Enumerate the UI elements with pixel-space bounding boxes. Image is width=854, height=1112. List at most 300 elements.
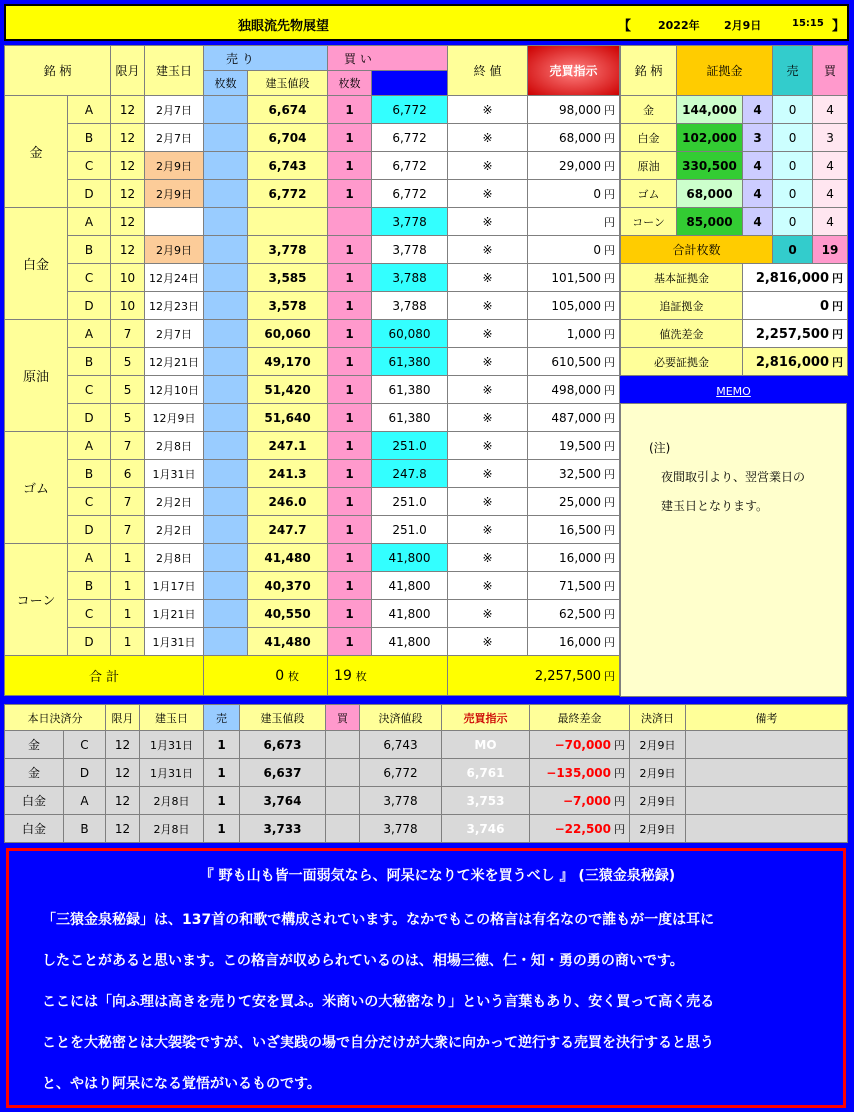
mark-to-market	[528, 208, 620, 236]
date-bracket-open: 【	[618, 19, 632, 34]
instruction-mark: ※	[448, 180, 528, 208]
contract-month: 5	[111, 376, 145, 404]
settle-header-note: 備考	[686, 705, 848, 731]
settle-final-diff-value: −70,000	[554, 737, 611, 752]
page-title: 独眼流先物展望	[237, 19, 329, 34]
side-count: 3	[743, 124, 773, 152]
settle-position-date: 1月31日	[140, 731, 204, 759]
position-row	[5, 180, 620, 208]
close-price: 41,800	[372, 572, 448, 600]
close-price: 60,080	[372, 320, 448, 348]
buy-count	[328, 208, 372, 236]
close-price: 3,778	[372, 236, 448, 264]
yen-unit: 円	[832, 299, 844, 313]
position-row	[5, 320, 620, 348]
contract-code: D	[68, 404, 111, 432]
position-row	[5, 432, 620, 460]
header-trade-instruction: 売買指示	[528, 46, 620, 96]
settle-instruction: 6,761	[442, 759, 530, 787]
proverb-line: したことがあると思います。この格言が収められているのは、相場三徳、仁・知・勇の勇の商いです。	[42, 953, 684, 969]
position-price: 51,420	[248, 376, 328, 404]
contract-month: 1	[111, 628, 145, 656]
instruction-mark: ※	[448, 320, 528, 348]
settle-header-settle-price: 決済値段	[360, 705, 442, 731]
summary-row	[621, 348, 848, 376]
sell-count	[204, 208, 248, 236]
position-row	[5, 292, 620, 320]
mark-to-market	[528, 152, 620, 180]
close-price: 6,772	[372, 124, 448, 152]
settle-row	[5, 815, 848, 843]
sell-count	[204, 376, 248, 404]
settle-note	[686, 759, 848, 787]
settle-header-diff: 最終差金	[530, 705, 630, 731]
contract-code: D	[68, 180, 111, 208]
contract-code: A	[68, 544, 111, 572]
side-margin: 85,000	[677, 208, 743, 236]
settle-header-buy: 買	[326, 705, 360, 731]
yen-unit: 円	[604, 551, 616, 565]
settle-date: 2月9日	[630, 731, 686, 759]
instruction-mark: ※	[448, 376, 528, 404]
settle-price: 3,778	[360, 815, 442, 843]
summary-value	[743, 264, 848, 292]
position-row	[5, 488, 620, 516]
mark-to-market-value: 62,500	[559, 606, 602, 621]
instruction-mark: ※	[448, 460, 528, 488]
instruction-mark: ※	[448, 96, 528, 124]
yen-unit: 円	[604, 439, 616, 453]
position-row	[5, 264, 620, 292]
side-buy: 4	[813, 96, 848, 124]
yen-unit: 円	[832, 271, 844, 285]
position-row	[5, 600, 620, 628]
close-price: 41,800	[372, 600, 448, 628]
position-price: 41,480	[248, 544, 328, 572]
position-price: 247.1	[248, 432, 328, 460]
sell-count	[204, 404, 248, 432]
settle-contract-month: 12	[106, 731, 140, 759]
instruction-mark: ※	[448, 516, 528, 544]
settle-price: 6,743	[360, 731, 442, 759]
mark-to-market-value: 16,000	[559, 550, 602, 565]
memo-link[interactable]: MEMO	[716, 385, 751, 398]
contract-code: B	[68, 460, 111, 488]
yen-unit: 円	[604, 271, 616, 285]
contract-month: 5	[111, 348, 145, 376]
buy-count: 1	[328, 460, 372, 488]
close-price: 251.0	[372, 432, 448, 460]
margin-summary-table	[620, 45, 848, 376]
yen-unit: 円	[614, 766, 625, 780]
yen-unit: 円	[604, 411, 616, 425]
side-row	[621, 208, 848, 236]
buy-count: 1	[328, 432, 372, 460]
yen-unit: 円	[832, 355, 844, 369]
sell-count	[204, 180, 248, 208]
sell-count	[204, 348, 248, 376]
header-brand: 銘 柄	[5, 46, 111, 96]
header-buy-count: 枚数	[328, 71, 372, 96]
totals-row	[5, 656, 620, 696]
mark-to-market	[528, 404, 620, 432]
contract-month: 7	[111, 432, 145, 460]
proverb-line: 「三猿金泉秘録」は、137首の和歌で構成されています。なかでもこの格言は有名なので誰もが一度は耳に	[42, 912, 715, 928]
position-price: 60,060	[248, 320, 328, 348]
mark-to-market-value: 71,500	[559, 578, 602, 593]
close-price: 3,778	[372, 208, 448, 236]
mark-to-market	[528, 628, 620, 656]
position-date: 12月23日	[145, 292, 204, 320]
position-date: 2月2日	[145, 488, 204, 516]
side-margin: 144,000	[677, 96, 743, 124]
mark-to-market	[528, 124, 620, 152]
contract-code: A	[68, 208, 111, 236]
instruction-mark: ※	[448, 124, 528, 152]
totals-sell-value: 0	[275, 667, 285, 684]
instruction-mark: ※	[448, 348, 528, 376]
sell-count	[204, 516, 248, 544]
position-date: 2月9日	[145, 180, 204, 208]
contract-code: C	[68, 264, 111, 292]
side-count: 4	[743, 208, 773, 236]
summary-row	[621, 320, 848, 348]
buy-count: 1	[328, 376, 372, 404]
instruction-mark: ※	[448, 572, 528, 600]
buy-count: 1	[328, 572, 372, 600]
commodity-name: ゴム	[5, 432, 68, 544]
totals-mark-to-market-value: 2,257,500	[534, 668, 602, 684]
position-price: 241.3	[248, 460, 328, 488]
totals-label: 合 計	[5, 656, 204, 696]
side-buy: 4	[813, 208, 848, 236]
summary-value-value: 2,816,000	[755, 354, 830, 370]
side-total-label: 合計枚数	[621, 236, 773, 264]
position-price: 246.0	[248, 488, 328, 516]
side-header-buy: 買	[813, 46, 848, 96]
date-bracket-close: 】	[832, 19, 846, 34]
header-sell: 売 り	[204, 46, 328, 71]
settle-instruction: 3,746	[442, 815, 530, 843]
position-date: 2月2日	[145, 516, 204, 544]
position-row	[5, 236, 620, 264]
yen-unit: 円	[604, 495, 616, 509]
instruction-mark: ※	[448, 152, 528, 180]
yen-unit: 円	[604, 523, 616, 537]
settle-final-diff	[530, 815, 630, 843]
settle-buy-count	[326, 787, 360, 815]
side-header-margin: 証拠金	[677, 46, 773, 96]
side-commodity-name: 白金	[621, 124, 677, 152]
contract-code: A	[68, 96, 111, 124]
buy-count: 1	[328, 320, 372, 348]
position-date: 2月8日	[145, 544, 204, 572]
summary-value-value: 2,257,500	[755, 326, 830, 342]
position-row	[5, 152, 620, 180]
side-commodity-name: 金	[621, 96, 677, 124]
close-price: 41,800	[372, 628, 448, 656]
instruction-mark: ※	[448, 600, 528, 628]
sell-count	[204, 96, 248, 124]
position-row	[5, 376, 620, 404]
mark-to-market-value: 1,000	[566, 326, 602, 341]
contract-code: B	[68, 236, 111, 264]
buy-count: 1	[328, 600, 372, 628]
settle-header-sell: 売	[204, 705, 240, 731]
settle-final-diff	[530, 787, 630, 815]
settle-commodity-name: 白金	[5, 815, 64, 843]
side-total-sell: 0	[773, 236, 813, 264]
settle-row	[5, 731, 848, 759]
settle-final-diff	[530, 731, 630, 759]
position-date: 2月9日	[145, 152, 204, 180]
buy-count: 1	[328, 152, 372, 180]
settle-instruction: 3,753	[442, 787, 530, 815]
mark-to-market-value: 16,000	[559, 634, 602, 649]
buy-count: 1	[328, 628, 372, 656]
settle-contract-code: D	[64, 759, 106, 787]
contract-code: A	[68, 432, 111, 460]
contract-month: 7	[111, 320, 145, 348]
settle-note	[686, 731, 848, 759]
yen-unit: 円	[604, 299, 616, 313]
settle-sell-count: 1	[204, 759, 240, 787]
summary-row	[621, 292, 848, 320]
mark-to-market	[528, 264, 620, 292]
close-price: 3,788	[372, 292, 448, 320]
contract-month: 5	[111, 404, 145, 432]
mark-to-market	[528, 180, 620, 208]
settle-commodity-name: 白金	[5, 787, 64, 815]
position-date: 12月24日	[145, 264, 204, 292]
close-price: 6,772	[372, 96, 448, 124]
yen-unit: 円	[614, 794, 625, 808]
side-row	[621, 152, 848, 180]
yen-unit: 円	[604, 579, 616, 593]
position-date: 2月9日	[145, 236, 204, 264]
mark-to-market	[528, 544, 620, 572]
close-price: 3,788	[372, 264, 448, 292]
close-price: 61,380	[372, 348, 448, 376]
position-date: 1月17日	[145, 572, 204, 600]
settle-buy-count	[326, 759, 360, 787]
settle-sell-count: 1	[204, 731, 240, 759]
mark-to-market	[528, 488, 620, 516]
buy-count: 1	[328, 180, 372, 208]
settle-sell-count: 1	[204, 787, 240, 815]
position-price: 40,550	[248, 600, 328, 628]
side-buy: 4	[813, 152, 848, 180]
position-date: 2月7日	[145, 96, 204, 124]
contract-code: B	[68, 572, 111, 600]
position-row	[5, 348, 620, 376]
instruction-mark: ※	[448, 628, 528, 656]
buy-count: 1	[328, 516, 372, 544]
settle-header-label: 本日決済分	[5, 705, 106, 731]
contract-code: B	[68, 124, 111, 152]
yen-unit: 円	[604, 187, 616, 201]
mark-to-market-value: 101,500	[551, 270, 602, 285]
buy-count: 1	[328, 488, 372, 516]
side-header-brand: 銘 柄	[621, 46, 677, 96]
proverb-line: ここには「向ふ理は高きを売りて安を買ふ。米商いの大秘密なり」という言葉もあり、安く買って高く売る	[42, 994, 715, 1010]
yen-unit: 円	[604, 467, 616, 481]
title-bar	[4, 4, 849, 41]
close-price: 251.0	[372, 488, 448, 516]
yen-unit: 円	[604, 215, 616, 229]
header-limit-month: 限月	[111, 46, 145, 96]
position-price: 6,772	[248, 180, 328, 208]
settle-row	[5, 787, 848, 815]
mark-to-market	[528, 516, 620, 544]
buy-count: 1	[328, 124, 372, 152]
side-row	[621, 180, 848, 208]
settle-instruction: MO	[442, 731, 530, 759]
side-count: 4	[743, 180, 773, 208]
summary-label: 必要証拠金	[621, 348, 743, 376]
settle-date: 2月9日	[630, 759, 686, 787]
side-row	[621, 96, 848, 124]
settle-note	[686, 815, 848, 843]
position-row	[5, 124, 620, 152]
memo-line: 夜間取引より、翌営業日の	[649, 470, 806, 484]
settle-position-price: 6,673	[240, 731, 326, 759]
header-buy: 買 い	[328, 46, 448, 71]
close-price: 61,380	[372, 376, 448, 404]
commodity-name: 金	[5, 96, 68, 208]
commodity-name: 原油	[5, 320, 68, 432]
contract-code: C	[68, 152, 111, 180]
contract-code: B	[68, 348, 111, 376]
date-year: 2022年	[658, 19, 700, 32]
position-row	[5, 404, 620, 432]
mark-to-market-value: 0	[593, 242, 602, 257]
contract-month: 12	[111, 124, 145, 152]
side-sell: 0	[773, 152, 813, 180]
side-sell: 0	[773, 124, 813, 152]
settle-position-price: 3,764	[240, 787, 326, 815]
mark-to-market	[528, 320, 620, 348]
position-price	[248, 208, 328, 236]
side-commodity-name: コーン	[621, 208, 677, 236]
settle-header-date: 建玉日	[140, 705, 204, 731]
date-month-day: 2月9日	[724, 19, 762, 32]
totals-buy	[328, 656, 448, 696]
position-date: 1月31日	[145, 628, 204, 656]
mark-to-market-value: 498,000	[551, 382, 602, 397]
position-row	[5, 516, 620, 544]
position-row	[5, 572, 620, 600]
yen-unit: 円	[604, 383, 616, 397]
side-sell: 0	[773, 96, 813, 124]
contract-month: 12	[111, 152, 145, 180]
settle-position-price: 3,733	[240, 815, 326, 843]
settle-contract-code: B	[64, 815, 106, 843]
side-margin: 68,000	[677, 180, 743, 208]
position-price: 41,480	[248, 628, 328, 656]
contract-month: 12	[111, 208, 145, 236]
contract-month: 1	[111, 544, 145, 572]
yen-unit: 円	[604, 327, 616, 341]
sell-count	[204, 544, 248, 572]
buy-count: 1	[328, 544, 372, 572]
yen-unit: 円	[614, 822, 625, 836]
position-row	[5, 460, 620, 488]
summary-label: 基本証拠金	[621, 264, 743, 292]
position-price: 3,585	[248, 264, 328, 292]
contract-month: 6	[111, 460, 145, 488]
contract-code: D	[68, 628, 111, 656]
yen-unit: 円	[832, 327, 844, 341]
position-date: 12月10日	[145, 376, 204, 404]
position-price: 51,640	[248, 404, 328, 432]
settle-header-month: 限月	[106, 705, 140, 731]
settle-date: 2月9日	[630, 815, 686, 843]
memo-line: (注)	[649, 441, 671, 455]
side-count: 4	[743, 152, 773, 180]
settle-buy-count	[326, 731, 360, 759]
contract-code: C	[68, 600, 111, 628]
side-commodity-name: 原油	[621, 152, 677, 180]
side-header-sell: 売	[773, 46, 813, 96]
side-margin: 330,500	[677, 152, 743, 180]
mark-to-market-value: 68,000	[559, 130, 602, 145]
totals-sell-unit: 枚	[288, 669, 300, 683]
buy-count: 1	[328, 264, 372, 292]
header-sell-count: 枚数	[204, 71, 248, 96]
sell-count	[204, 320, 248, 348]
mark-to-market-value: 610,500	[551, 354, 602, 369]
close-price: 6,772	[372, 180, 448, 208]
sell-count	[204, 124, 248, 152]
settle-buy-count	[326, 815, 360, 843]
close-price: 61,380	[372, 404, 448, 432]
mark-to-market	[528, 432, 620, 460]
position-date: 12月21日	[145, 348, 204, 376]
mark-to-market-value: 25,000	[559, 494, 602, 509]
sell-count	[204, 572, 248, 600]
position-date: 2月8日	[145, 432, 204, 460]
contract-month: 1	[111, 600, 145, 628]
position-price: 49,170	[248, 348, 328, 376]
proverb-box	[6, 848, 846, 1108]
position-price: 40,370	[248, 572, 328, 600]
settle-final-diff-value: −22,500	[554, 821, 611, 836]
contract-month: 7	[111, 516, 145, 544]
mark-to-market	[528, 96, 620, 124]
side-buy: 4	[813, 180, 848, 208]
mark-to-market	[528, 348, 620, 376]
mark-to-market-value: 0	[593, 186, 602, 201]
side-sell: 0	[773, 180, 813, 208]
mark-to-market	[528, 376, 620, 404]
contract-code: D	[68, 292, 111, 320]
position-date: 1月31日	[145, 460, 204, 488]
date-time: 15:15	[792, 18, 824, 29]
side-count: 4	[743, 96, 773, 124]
close-price: 251.0	[372, 516, 448, 544]
summary-row	[621, 264, 848, 292]
sell-count	[204, 628, 248, 656]
position-price: 6,704	[248, 124, 328, 152]
settle-price: 3,778	[360, 787, 442, 815]
yen-unit: 円	[604, 635, 616, 649]
yen-unit: 円	[604, 607, 616, 621]
mark-to-market	[528, 292, 620, 320]
settle-commodity-name: 金	[5, 759, 64, 787]
header-close-price: 終 値	[448, 46, 528, 96]
mark-to-market-value: 29,000	[559, 158, 602, 173]
